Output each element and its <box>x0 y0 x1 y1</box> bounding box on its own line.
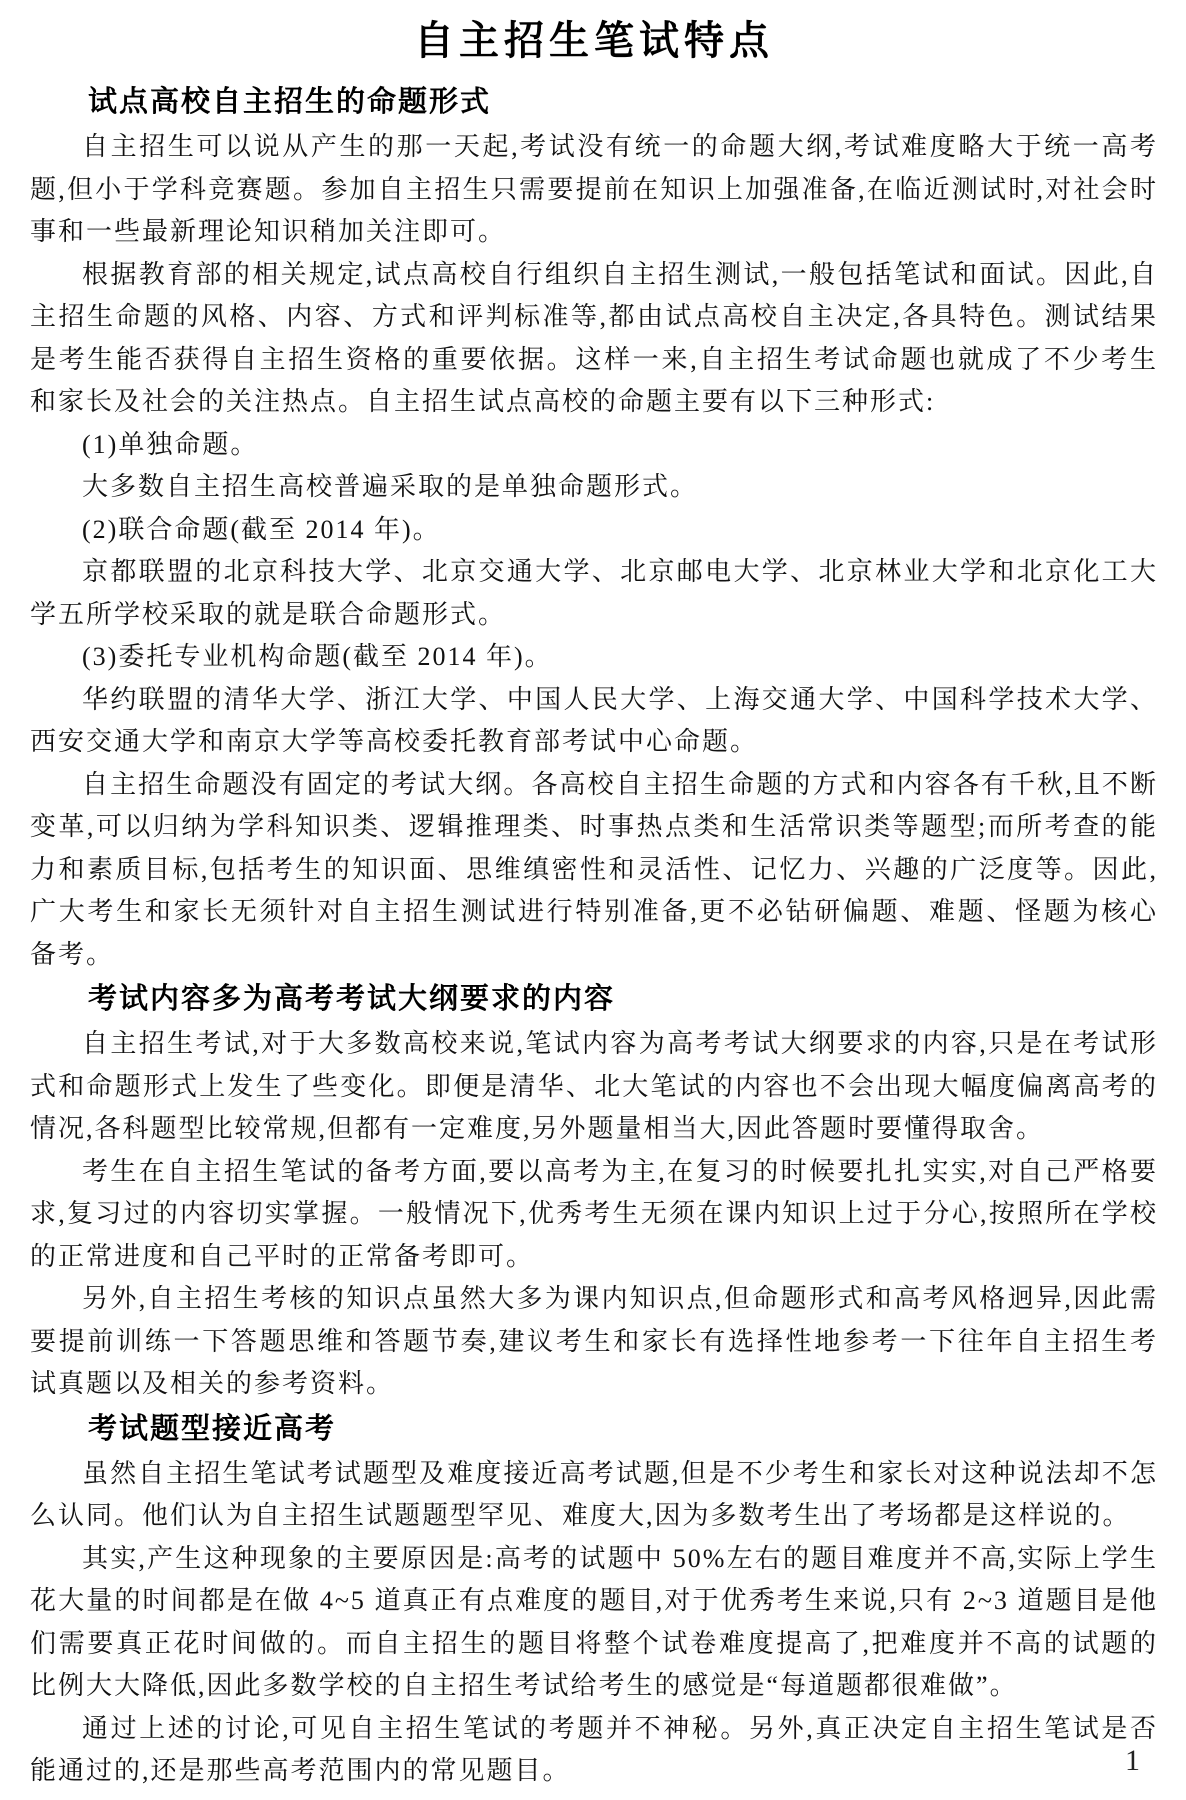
page-number: 1 <box>1125 1744 1140 1777</box>
paragraph: 京都联盟的北京科技大学、北京交通大学、北京邮电大学、北京林业大学和北京化工大学五所学校采取的就是联合命题形式。 <box>30 557 1158 629</box>
section-heading-question-types: 考试题型接近高考 <box>88 1412 337 1445</box>
paragraph: 自主招生命题没有固定的考试大纲。各高校自主招生命题的方式和内容各有千秋,且不断变革,可以归纳为学科知识类、逻辑推理类、时事热点类和生活常识类等题型;而所考查的能力和素质目标,包括考生的知识面、思维缜密性和灵活性、记忆力、兴趣的广泛度等。因此,广大考生和家长无须针对自主招生测试进行特别准备,更不必钻研偏题、难题、怪题为核心备考。 <box>30 769 1158 969</box>
paragraph: 大多数自主招生高校普遍采取的是单独命题形式。 <box>82 472 699 501</box>
paragraph: 自主招生可以说从产生的那一天起,考试没有统一的命题大纲,考试难度略大于统一高考题,但小于学科竞赛题。参加自主招生只需要提前在知识上加强准备,在临近测试时,对社会时事和一些最新理论知识稍加关注即可。 <box>30 132 1158 246</box>
paragraph: 根据教育部的相关规定,试点高校自行组织自主招生测试,一般包括笔试和面试。因此,自主招生命题的风格、内容、方式和评判标准等,都由试点高校自主决定,各具特色。测试结果是考生能否获得自主招生资格的重要依据。这样一来,自主招生考试命题也就成了不少考生和家长及社会的关注热点。自主招生试点高校的命题主要有以下三种形式: <box>30 259 1158 416</box>
section-heading-proposition-forms: 试点高校自主招生的命题形式 <box>88 86 492 118</box>
paragraph: (3)委托专业机构命题(截至 2014 年)。 <box>82 642 553 671</box>
paragraph: 其实,产生这种现象的主要原因是:高考的试题中 50%左右的题目难度并不高,实际上学生花大量的时间都是在做 4~5 道真正有点难度的题目,对于优秀考生来说,只有 2~3 道题目是他们需要真正花时间做的。而自主招生的题目将整个试卷难度提高了,把难度并不高的试题的比例大大降低,因此多数学校的自主招生考试给考生的感觉是“每道题都很难做”。 <box>30 1543 1158 1700</box>
section-heading-exam-content: 考试内容多为高考考试大纲要求的内容 <box>88 983 616 1015</box>
paragraph: 虽然自主招生笔试考试题型及难度接近高考试题,但是不少考生和家长对这种说法却不怎么认同。他们认为自主招生试题题型罕见、难度大,因为多数考生出了考场都是这样说的。 <box>30 1458 1158 1530</box>
page-title: 自主招生笔试特点 <box>414 19 774 63</box>
paragraph: (2)联合命题(截至 2014 年)。 <box>82 514 441 544</box>
paragraph: 华约联盟的清华大学、浙江大学、中国人民大学、上海交通大学、中国科学技术大学、西安交通大学和南京大学等高校委托教育部考试中心命题。 <box>30 684 1158 756</box>
paragraph: 考生在自主招生笔试的备考方面,要以高考为主,在复习的时候要扎扎实实,对自己严格要求,复习过的内容切实掌握。一般情况下,优秀考生无须在课内知识上过于分心,按照所在学校的正常进度和自己平时的正常备考即可。 <box>30 1156 1158 1271</box>
paragraph: 另外,自主招生考核的知识点虽然大多为课内知识点,但命题形式和高考风格迥异,因此需要提前训练一下答题思维和答题节奏,建议考生和家长有选择性地参考一下往年自主招生考试真题以及相关的参考资料。 <box>30 1284 1158 1398</box>
paragraph: 通过上述的讨论,可见自主招生笔试的考题并不神秘。另外,真正决定自主招生笔试是否能通过的,还是那些高考范围内的常见题目。 <box>30 1713 1158 1785</box>
paragraph: (1)单独命题。 <box>82 429 259 459</box>
paragraph: 自主招生考试,对于大多数高校来说,笔试内容为高考考试大纲要求的内容,只是在考试形式和命题形式上发生了些变化。即便是清华、北大笔试的内容也不会出现大幅度偏离高考的情况,各科题型比较常规,但都有一定难度,另外题量相当大,因此答题时要懂得取舍。 <box>30 1029 1158 1143</box>
